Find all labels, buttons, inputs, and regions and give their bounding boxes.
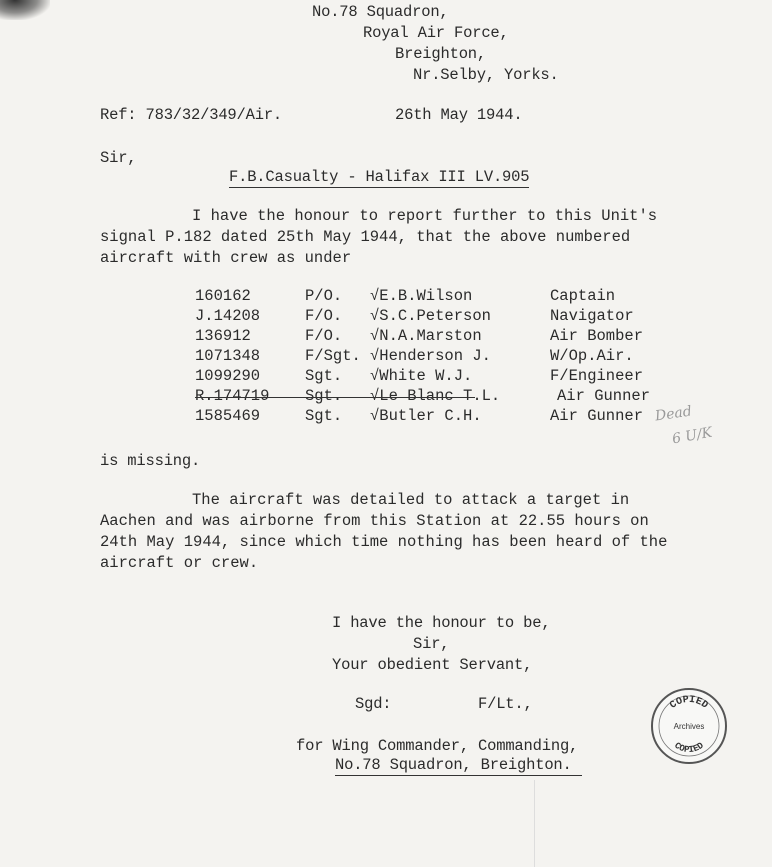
closing-line-3: Your obedient Servant, — [332, 656, 533, 674]
letter-date: 26th May 1944. — [395, 106, 523, 124]
archives-stamp — [651, 688, 727, 764]
service-number: 1099290 — [195, 367, 261, 385]
crew-role: Navigator — [550, 307, 634, 325]
crew-role: Captain — [550, 287, 616, 305]
crew-role: Air Gunner — [557, 387, 651, 405]
rank: F/O. — [305, 307, 343, 325]
letterhead-line-4: Nr.Selby, Yorks. — [413, 66, 559, 84]
stamp-middle-text: Archives — [673, 722, 705, 731]
intro-line: signal P.182 dated 25th May 1944, that the above numbered — [100, 228, 631, 246]
crew-name: √S.C.Peterson — [370, 307, 491, 325]
crew-role: Air Gunner — [550, 407, 644, 425]
crew-role: Air Bomber — [550, 327, 644, 345]
intro-line: I have the honour to report further to this Unit's — [192, 207, 658, 225]
service-number: 1071348 — [195, 347, 261, 365]
crew-name: √N.A.Marston — [370, 327, 482, 345]
stamp-icon — [653, 690, 725, 762]
rank: P/O. — [305, 287, 343, 305]
crew-name: √White W.J. — [370, 367, 473, 385]
intro-paragraph — [100, 206, 657, 269]
pencil-annotation-dead: Dead — [654, 403, 693, 425]
stamp-bottom-text: COPIED — [672, 740, 706, 756]
rank: F/O. — [305, 327, 343, 345]
crew-role: F/Engineer — [550, 367, 644, 385]
letterhead-line-3: Breighton, — [395, 45, 487, 63]
letterhead-line-1: No.78 Squadron, — [312, 3, 449, 21]
service-number: R.174719 — [195, 387, 270, 405]
body-line: Aachen and was airborne from this Station at 22.55 hours on — [100, 512, 649, 530]
stamp-top-text: COPIED — [668, 694, 710, 712]
scan-shadow — [0, 0, 50, 20]
reference-number: Ref: 783/32/349/Air. — [100, 106, 283, 124]
signed-label: Sgd: — [355, 695, 392, 713]
service-number: 136912 — [195, 327, 251, 345]
missing-line: is missing. — [100, 452, 201, 470]
crew-name: √Butler C.H. — [370, 407, 482, 425]
body-paragraph — [100, 490, 667, 574]
signatory-rank: F/Lt., — [478, 695, 533, 713]
for-wing-commander: for Wing Commander, Commanding, — [296, 737, 579, 755]
crew-role: W/Op.Air. — [550, 347, 634, 365]
crew-name: √Le Blanc T.L. — [370, 387, 501, 405]
body-line: 24th May 1944, since which time nothing has been heard of the — [100, 533, 668, 551]
letterhead-line-2: Royal Air Force, — [363, 24, 509, 42]
service-number: J.14208 — [195, 307, 261, 325]
crew-name: √Henderson J. — [370, 347, 491, 365]
rank: Sgt. — [305, 387, 343, 405]
service-number: 160162 — [195, 287, 251, 305]
intro-line: aircraft with crew as under — [100, 249, 352, 267]
rank: Sgt. — [305, 367, 343, 385]
body-line: aircraft or crew. — [100, 554, 259, 572]
strike-through-line — [195, 397, 475, 398]
subject-line: F.B.Casualty - Halifax III LV.905 — [229, 168, 530, 186]
squadron-signature-line: No.78 Squadron, Breighton. — [335, 756, 582, 776]
paper-crease — [534, 780, 535, 867]
pencil-annotation-uk: 6 U/K — [670, 424, 714, 448]
closing-line-1: I have the honour to be, — [332, 614, 551, 632]
service-number: 1585469 — [195, 407, 261, 425]
salutation: Sir, — [100, 149, 137, 167]
rank: Sgt. — [305, 407, 343, 425]
body-line: The aircraft was detailed to attack a target in — [192, 491, 630, 509]
rank: F/Sgt. — [305, 347, 361, 365]
closing-line-2: Sir, — [413, 635, 450, 653]
crew-name: √E.B.Wilson — [370, 287, 473, 305]
